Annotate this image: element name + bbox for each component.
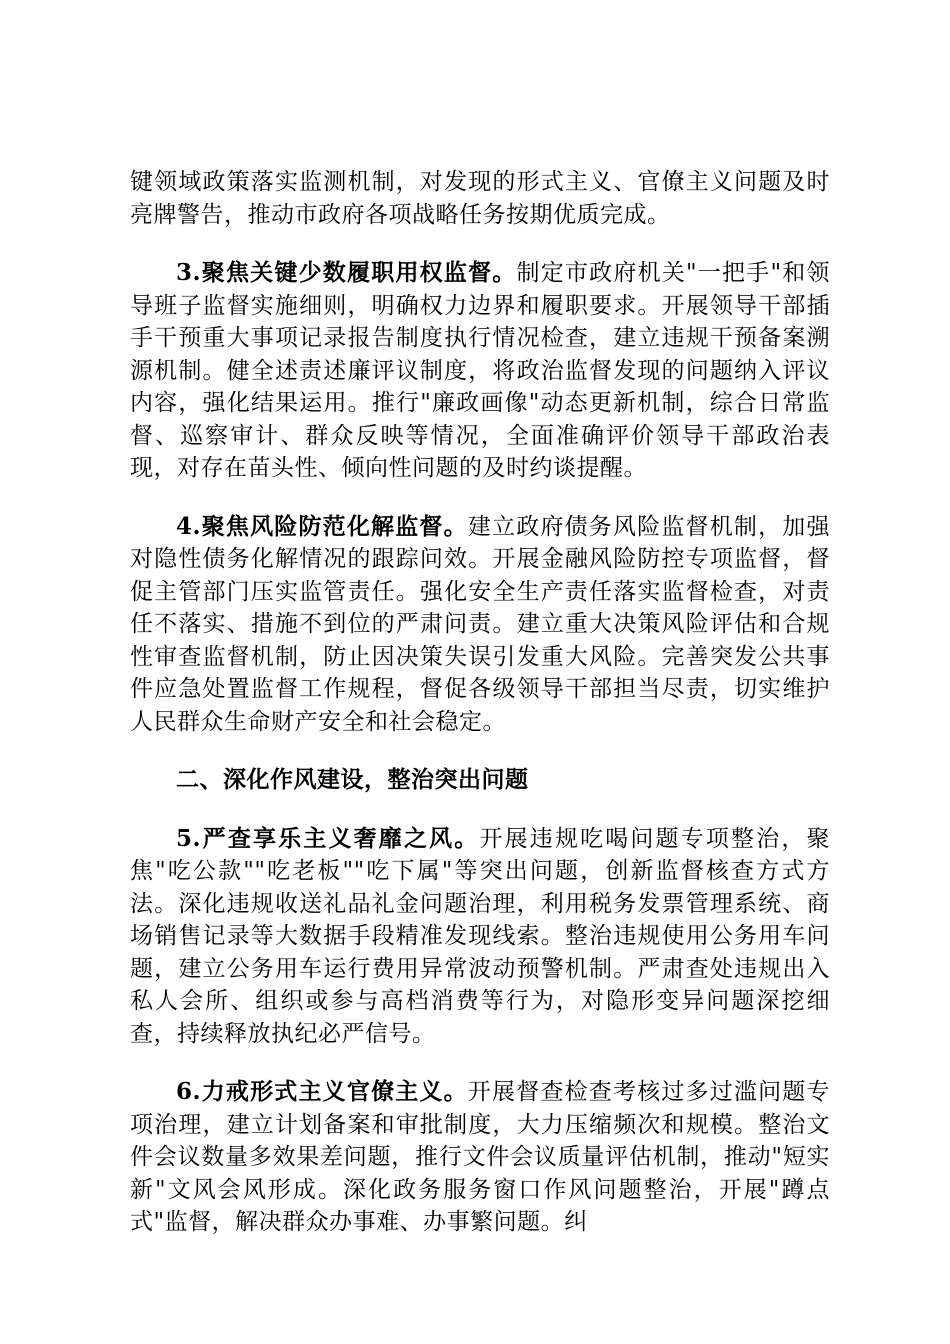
- paragraph-lead: 4.聚焦风险防范化解监督。: [176, 512, 468, 540]
- document-page: [130, 166, 830, 1265]
- paragraph-text: 建立政府债务风险监督机制，加强对隐性债务化解情况的跟踪问效。开展金融风险防控专项监督，督促主管部门压实监管责任。强化安全生产责任落实监督检查，对责任不落实、措施不到位的严肃问责。建立重大决策风险评估和合规性审查监督机制，防止因决策失误引发重大风险。完善突发公共事件应急处置监督工作规程，督促各级领导干部担当尽责，切实维护人民群众生命财产安全和社会稳定。: [130, 513, 830, 735]
- paragraph-continuation: [130, 166, 830, 231]
- paragraph-lead: 6.力戒形式主义官僚主义。: [176, 1078, 468, 1105]
- paragraph-lead: 3.聚焦关键少数履职用权监督。: [176, 259, 517, 286]
- paragraph-item-3: [130, 257, 830, 485]
- section-heading: 二、深化作风建设，整治突出问题: [176, 766, 529, 793]
- paragraph-item-5: [130, 823, 830, 1051]
- paragraph-text: 开展督查检查考核过多过滥问题专项治理，建立计划备案和审批制度，大力压缩频次和规模。整治文件会议数量多效果差问题，推行文件会议质量评估机制，推动"短实新"文风会风形成。深化政务服务窗口作风问题整治，开展"蹲点式"监督，解决群众办事难、办事繁问题。纠: [130, 1079, 830, 1235]
- paragraph-text: 键领域政策落实监测机制，对发现的形式主义、官僚主义问题及时亮牌警告，推动市政府各项战略任务按期优质完成。: [130, 169, 830, 228]
- paragraph-text: 制定市政府机关"一把手"和领导班子监督实施细则，明确权力边界和履职要求。开展领导干部插手干预重大事项记录报告制度执行情况检查，建立违规干预备案溯源机制。健全述责述廉评议制度，将政治监督发现的问题纳入评议内容，强化结果运用。推行"廉政画像"动态更新机制，综合日常监督、巡察审计、群众反映等情况，全面准确评价领导干部政治表现，对存在苗头性、倾向性问题的及时约谈提醒。: [130, 260, 830, 481]
- paragraph-lead: 5.严查享乐主义奢靡之风。: [176, 824, 480, 852]
- paragraph-text: 开展违规吃喝问题专项整治，聚焦"吃公款""吃老板""吃下属"等突出问题，创新监督核查方式方法。深化违规收送礼品礼金问题治理，利用税务发票管理系统、商场销售记录等大数据手段精准发现线索。整治违规使用公务用车问题，建立公务用车运行费用异常波动预警机制。严肃查处违规出入私人会所、组织或参与高档消费等行为，对隐形变异问题深挖细查，持续释放执纪必严信号。: [130, 825, 831, 1047]
- paragraph-item-4: [130, 511, 830, 739]
- paragraph-item-6: [130, 1076, 830, 1239]
